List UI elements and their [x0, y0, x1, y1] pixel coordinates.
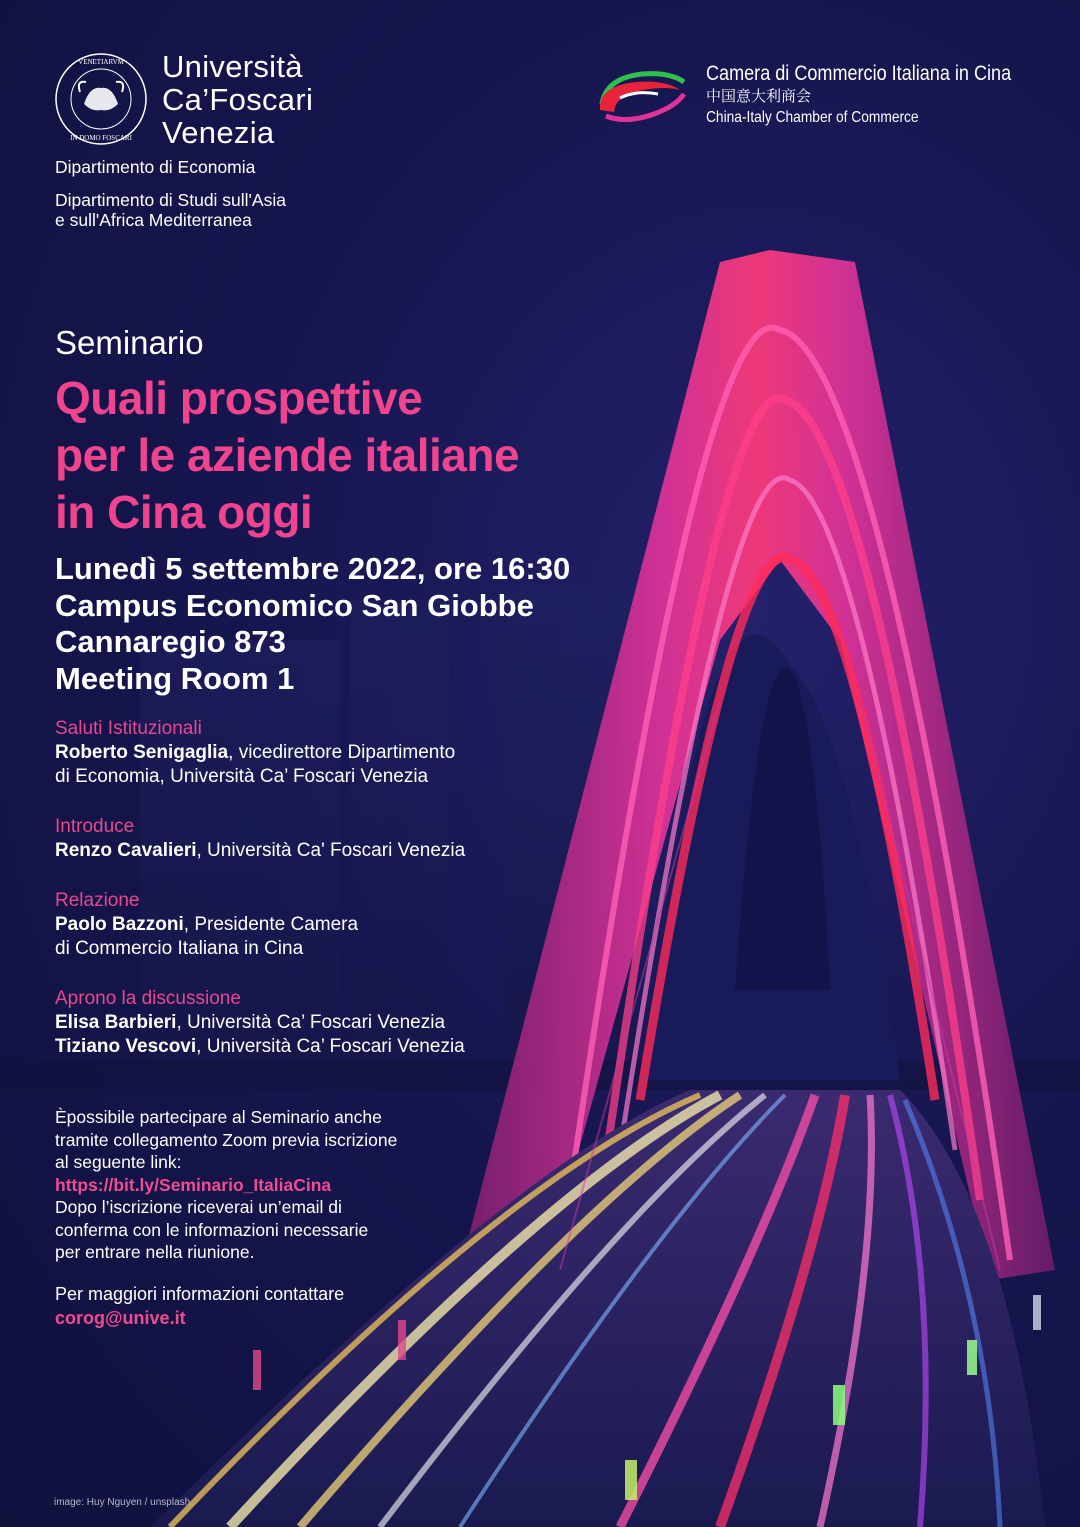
section-relazione-label: Relazione	[55, 890, 140, 911]
speaker-role: , Università Ca’ Foscari Venezia	[196, 1036, 465, 1057]
chamber-name-english: China-Italy Chamber of Commerce	[706, 109, 919, 126]
speaker-name: Paolo Bazzoni	[55, 914, 184, 935]
department-asian-studies	[55, 190, 286, 230]
section-introduce	[55, 815, 465, 863]
registration-link[interactable]: https://bit.ly/Seminario_ItaliaCina	[55, 1174, 332, 1195]
speaker-name: Elisa Barbieri	[55, 1012, 177, 1033]
chamber-name-chinese: 中国意大利商会	[706, 88, 812, 105]
university-name	[162, 50, 313, 149]
info-line: tramite collegamento Zoom previa iscrizione	[55, 1129, 398, 1150]
section-introduce-label: Introduce	[55, 816, 135, 837]
section-relazione	[55, 889, 358, 961]
department-asian-studies-line-1: Dipartimento di Studi sull'Asia	[55, 190, 286, 210]
speaker-role: , Presidente Camera	[183, 914, 359, 935]
event-room: Meeting Room 1	[55, 660, 295, 696]
event-venue: Campus Economico San Giobbe	[55, 587, 534, 623]
info-line: Dopo l’iscrizione riceverai un’email di	[55, 1197, 342, 1217]
university-name-line-3: Venezia	[162, 115, 275, 150]
university-name-line-1: Università	[162, 49, 303, 84]
section-discussione	[55, 987, 465, 1059]
event-title	[55, 370, 519, 541]
svg-text:VENETIARVM: VENETIARVM	[78, 58, 124, 66]
speaker-name: Renzo Cavalieri	[55, 840, 197, 861]
contact-email-link[interactable]: corog@unive.it	[55, 1308, 186, 1328]
section-saluti	[55, 717, 455, 789]
section-discussione-label: Aprono la discussione	[55, 988, 241, 1009]
university-name-line-2: Ca’Foscari	[162, 82, 314, 117]
event-details	[55, 551, 570, 697]
chamber-of-commerce-logo	[596, 64, 688, 126]
event-address: Cannaregio 873	[55, 624, 286, 659]
speaker-role: , Università Ca’ Foscari Venezia	[176, 1012, 446, 1033]
speaker-name: Roberto Senigaglia	[55, 742, 229, 763]
department-asian-studies-line-2: e sull'Africa Mediterranea	[55, 210, 252, 230]
department-economics: Dipartimento di Economia	[55, 157, 256, 177]
info-line: al seguente link:	[55, 1152, 182, 1172]
chamber-of-commerce-name	[706, 62, 1061, 128]
event-type-label: Seminario	[55, 324, 204, 361]
section-saluti-label: Saluti Istituzionali	[55, 718, 202, 739]
info-line: Èpossibile partecipare al Seminario anche	[55, 1107, 382, 1127]
svg-text:IN DOMO FOSCARI: IN DOMO FOSCARI	[70, 134, 132, 142]
event-title-line-1: Quali prospettive	[55, 372, 423, 424]
event-title-line-3: in Cina oggi	[55, 486, 313, 538]
contact-info	[55, 1282, 344, 1330]
info-line: conferma con le informazioni necessarie	[55, 1219, 369, 1240]
speaker-role-continued: di Economia, Università Ca’ Foscari Venezia	[55, 766, 429, 787]
speaker-role-continued: di Commercio Italiana in Cina	[55, 938, 304, 959]
chamber-name-italian: Camera di Commercio Italiana in Cina	[706, 62, 1012, 85]
participation-info	[55, 1106, 397, 1264]
event-title-line-2: per le aziende italiane	[55, 429, 520, 481]
contact-text: Per maggiori informazioni contattare	[55, 1284, 345, 1304]
image-credit: image: Huy Nguyen / unsplash	[54, 1497, 191, 1508]
speaker-role: , vicedirettore Dipartimento	[228, 742, 456, 763]
speaker-role: , Università Ca' Foscari Venezia	[196, 840, 466, 861]
speaker-name: Tiziano Vescovi	[55, 1036, 197, 1057]
university-seal-logo	[54, 52, 148, 146]
info-line: per entrare nella riunione.	[55, 1242, 255, 1262]
event-date-time: Lunedì 5 settembre 2022, ore 16:30	[55, 551, 571, 586]
